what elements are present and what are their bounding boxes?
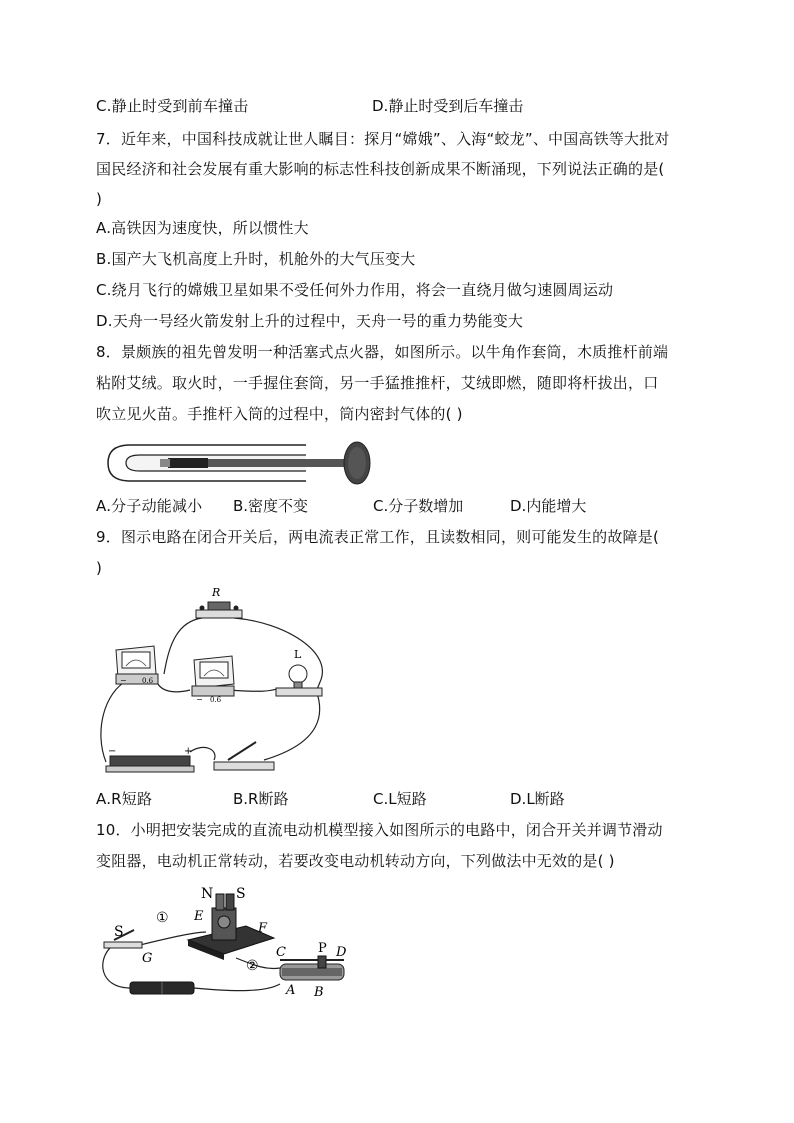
q7-stem-line3: )	[96, 190, 103, 208]
label-l: L	[294, 648, 302, 661]
label-d: D	[336, 945, 347, 960]
label-r: R	[212, 586, 221, 599]
q8-stem-line1: 8．景颇族的祖先曾发明一种活塞式点火器，如图所示。以牛角作套筒，木质推杆前端	[96, 343, 669, 361]
q9-option-a: A.R短路	[96, 790, 153, 808]
label-s-magnet: S	[236, 886, 246, 902]
q8-stem-line3: 吹立见火苗。手推杆入筒的过程中，筒内密封气体的( )	[96, 405, 463, 423]
q7-option-a: A.高铁因为速度快，所以惯性大	[96, 219, 309, 237]
battery-plus: +	[184, 746, 193, 757]
circuit-figure	[94, 582, 334, 782]
label-n: N	[201, 886, 214, 902]
motor-circuit-figure	[96, 880, 356, 1000]
lamp-l	[276, 665, 322, 696]
rheostat	[280, 956, 344, 980]
ammeter1-minus: −	[120, 676, 127, 685]
q6-option-d: D.静止时受到后车撞击	[372, 97, 524, 115]
label-b: B	[314, 985, 324, 1000]
label-1: ①	[156, 910, 169, 926]
q7-option-d: D.天舟一号经火箭发射上升的过程中，天舟一号的重力势能变大	[96, 312, 524, 330]
q8-option-b: B.密度不变	[233, 497, 309, 515]
q9-option-b: B.R断路	[233, 790, 289, 808]
q9-stem-line1: 9．图示电路在闭合开关后，两电流表正常工作，且读数相同，则可能发生的故障是(	[96, 528, 659, 546]
label-s-switch: S	[114, 924, 124, 940]
fire-piston-figure	[100, 438, 372, 488]
ammeter1-range: 0.6	[142, 677, 154, 685]
q8-option-c: C.分子数增加	[373, 497, 464, 515]
ammeter2-range: 0.6	[210, 696, 222, 704]
q9-option-d: D.L断路	[510, 790, 565, 808]
q7-stem-line1: 7．近年来，中国科技成就让世人瞩目：探月“嫦娥”、入海“蛟龙”、中国高铁等大批对	[96, 130, 670, 148]
label-c: C	[276, 945, 286, 960]
q10-stem-line2: 变阻器，电动机正常转动，若要改变电动机转动方向，下列做法中无效的是( )	[96, 852, 615, 870]
battery	[130, 982, 194, 994]
q7-option-c: C.绕月飞行的嫦娥卫星如果不受任何外力作用，将会一直绕月做匀速圆周运动	[96, 281, 614, 299]
resistor-r	[196, 602, 242, 618]
q6-option-c: C.静止时受到前车撞击	[96, 97, 249, 115]
label-g: G	[142, 951, 153, 966]
q8-option-d: D.内能增大	[510, 497, 587, 515]
label-e: E	[194, 909, 204, 924]
label-p: P	[318, 941, 327, 956]
label-f: F	[258, 921, 268, 936]
q8-option-a: A.分子动能减小	[96, 497, 203, 515]
battery	[106, 756, 194, 772]
q8-stem-line2: 粘附艾绒。取火时，一手握住套筒，另一手猛推推杆，艾绒即燃，随即将杆拔出，口	[96, 374, 659, 392]
ammeter-2	[192, 656, 234, 696]
q9-stem-line2: )	[96, 559, 103, 577]
q9-option-c: C.L短路	[373, 790, 427, 808]
label-2: ②	[246, 958, 259, 974]
q10-stem-line1: 10．小明把安装完成的直流电动机模型接入如图所示的电路中，闭合开关并调节滑动	[96, 821, 663, 839]
battery-minus: −	[108, 746, 117, 757]
label-a: A	[286, 983, 296, 998]
q7-option-b: B.国产大飞机高度上升时，机舱外的大气压变大	[96, 250, 416, 268]
switch	[214, 742, 274, 770]
ammeter2-minus: −	[196, 695, 203, 704]
q7-stem-line2: 国民经济和社会发展有重大影响的标志性科技创新成果不断涌现，下列说法正确的是(	[96, 160, 665, 178]
